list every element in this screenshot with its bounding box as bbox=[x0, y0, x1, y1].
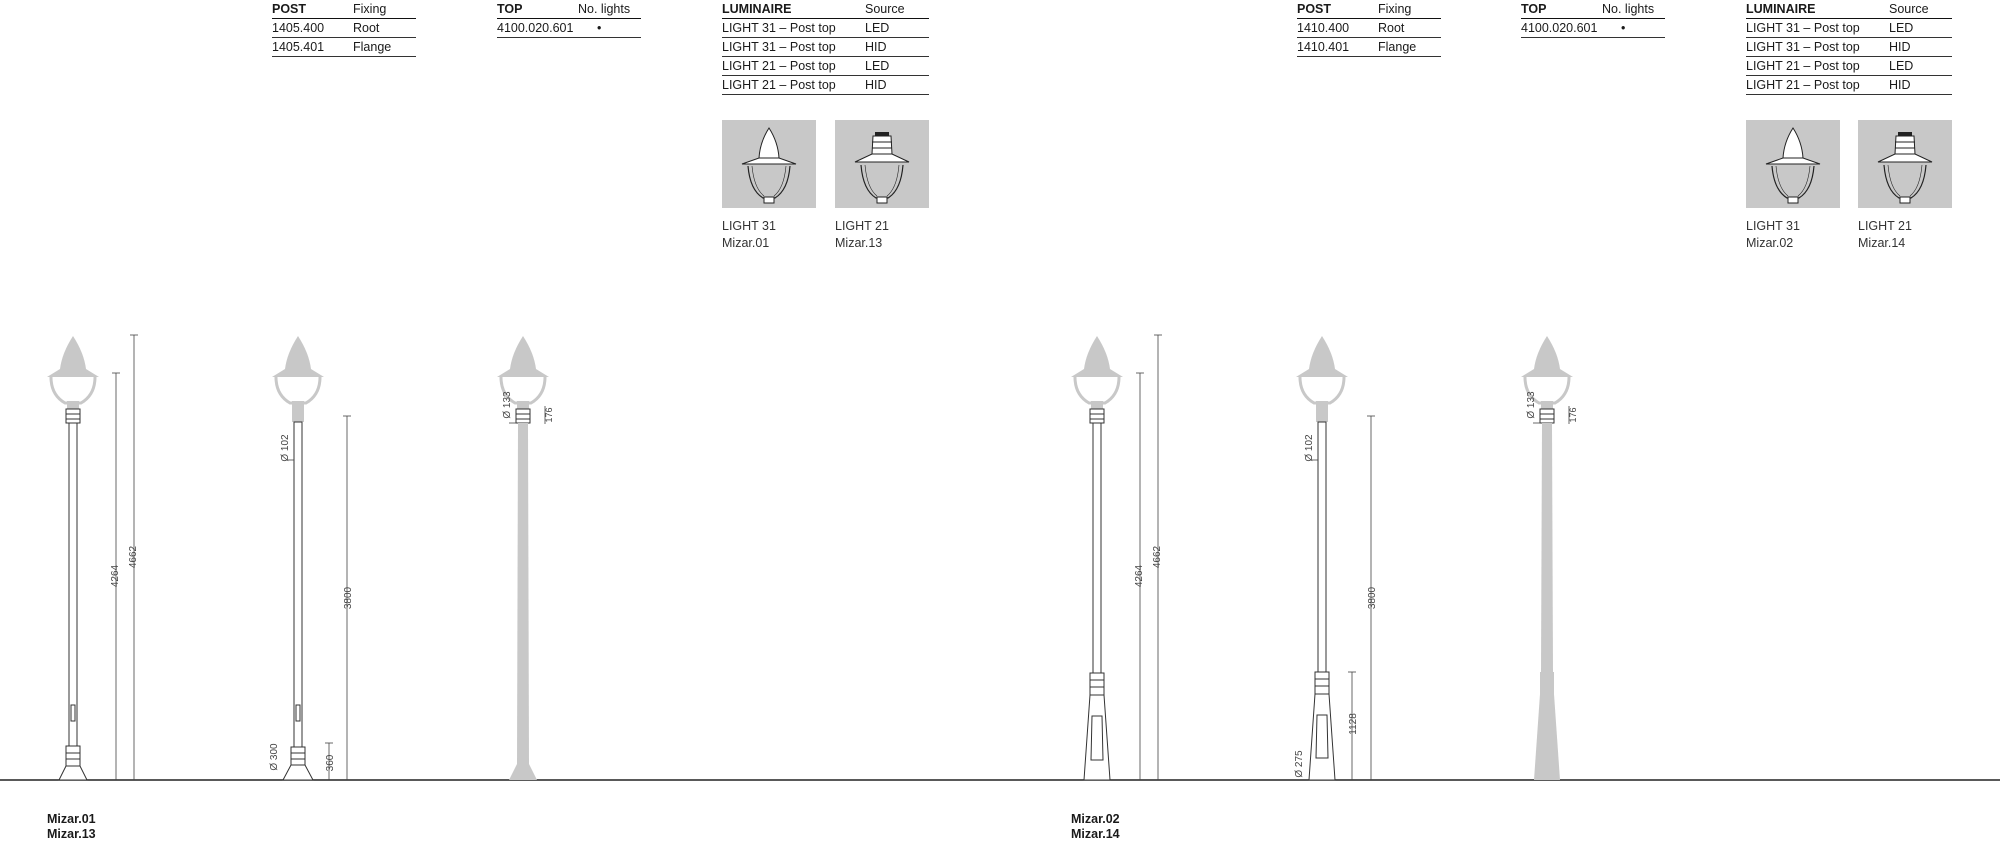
dimension-pole5-base-height: 1128 bbox=[1348, 713, 1359, 735]
table-row: LIGHT 31 – Post top HID bbox=[1746, 38, 1952, 57]
table-row: 1405.400 Root bbox=[272, 19, 416, 38]
table-row: 1410.401 Flange bbox=[1297, 38, 1441, 57]
table-header: LUMINAIRE Source bbox=[722, 0, 929, 19]
table-row: LIGHT 31 – Post top LED bbox=[722, 19, 929, 38]
thumbnail-caption: LIGHT 31 Mizar.02 bbox=[1746, 219, 1800, 250]
thumbnail-caption: LIGHT 21 Mizar.13 bbox=[835, 219, 889, 250]
table-row: LIGHT 31 – Post top HID bbox=[722, 38, 929, 57]
table-row: 4100.020.601 • bbox=[1521, 19, 1665, 38]
dimension-pole1-inner: 4264 bbox=[110, 564, 121, 588]
table-header: TOP No. lights bbox=[1521, 0, 1665, 19]
table-row: LIGHT 21 – Post top LED bbox=[1746, 57, 1952, 76]
dimension-pole5-diameter: Ø 102 bbox=[1304, 434, 1315, 462]
dimension-pole4-inner: 4264 bbox=[1134, 564, 1145, 588]
table-row: LIGHT 21 – Post top LED bbox=[722, 57, 929, 76]
thumbnail-caption: LIGHT 31 Mizar.01 bbox=[722, 219, 776, 250]
pole-mizar02-flange bbox=[1296, 336, 1348, 780]
dimension-pole4-outer: 4662 bbox=[1152, 545, 1163, 569]
table-row: LIGHT 31 – Post top LED bbox=[1746, 19, 1952, 38]
model-name-group-2: Mizar.02 Mizar.14 bbox=[1071, 812, 1120, 841]
table-row: LIGHT 21 – Post top HID bbox=[1746, 76, 1952, 95]
dimension-pole2-base-height: 360 bbox=[325, 754, 336, 772]
dimension-pole5-height: 3800 bbox=[1367, 586, 1378, 610]
pole-mizar01-root bbox=[47, 336, 99, 780]
table-header: POST Fixing bbox=[272, 0, 416, 19]
dimension-pole2-base-diameter: Ø 300 bbox=[269, 743, 280, 771]
table-row: 4100.020.601 • bbox=[497, 19, 641, 38]
pole-mizar02-root bbox=[1071, 336, 1123, 780]
table-header: LUMINAIRE Source bbox=[1746, 0, 1952, 19]
dimension-pole6-top: 176 bbox=[1568, 407, 1578, 423]
dimension-pole3-top: 176 bbox=[544, 407, 554, 423]
table-header: POST Fixing bbox=[1297, 0, 1441, 19]
dimension-pole5-base-diameter: Ø 275 bbox=[1294, 750, 1305, 778]
table-row: 1410.400 Root bbox=[1297, 19, 1441, 38]
dimension-pole3-diameter: Ø 133 bbox=[502, 391, 513, 419]
dimension-pole1-outer: 4662 bbox=[128, 545, 139, 569]
table-header: TOP No. lights bbox=[497, 0, 641, 19]
pole-mizar01-flange bbox=[272, 336, 324, 780]
dimension-pole6-diameter: Ø 133 bbox=[1526, 391, 1537, 419]
dimension-pole2-height: 3800 bbox=[343, 586, 354, 610]
thumbnail-caption: LIGHT 21 Mizar.14 bbox=[1858, 219, 1912, 250]
model-name-group-1: Mizar.01 Mizar.13 bbox=[47, 812, 96, 841]
dimension-pole2-diameter: Ø 102 bbox=[280, 434, 291, 462]
table-row: LIGHT 21 – Post top HID bbox=[722, 76, 929, 95]
table-row: 1405.401 Flange bbox=[272, 38, 416, 57]
